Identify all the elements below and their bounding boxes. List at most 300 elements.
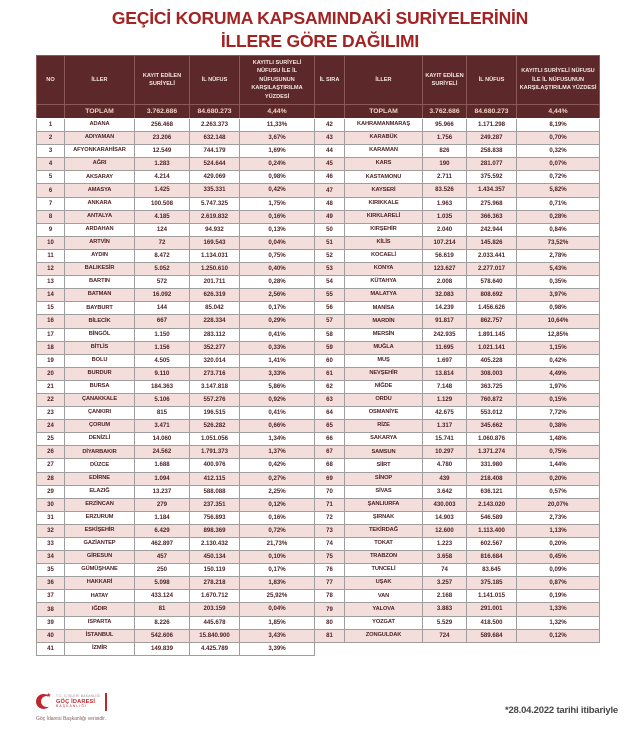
cell-population: 320.014: [190, 354, 240, 367]
table-row: [37, 354, 600, 367]
cell-no: 22: [37, 393, 65, 406]
cell-registered: 1.425: [135, 184, 190, 197]
table-row: [37, 459, 600, 472]
cell-population: 1.434.357: [467, 184, 517, 197]
cell-province: KÜTAHYA: [345, 276, 423, 289]
cell-registered: 15.741: [423, 433, 467, 446]
total-label-right: TOPLAM: [345, 105, 423, 119]
empty-cell: [315, 642, 600, 655]
cell-registered: 1.756: [423, 132, 467, 145]
cell-registered: 1.156: [135, 341, 190, 354]
cell-percent: 12,85%: [517, 328, 600, 341]
table-row: [37, 590, 600, 603]
table-row: [37, 524, 600, 537]
cell-registered: 56.619: [423, 249, 467, 262]
cell-population: 1.791.373: [190, 446, 240, 459]
cell-population: 2.619.832: [190, 210, 240, 223]
cell-percent: 2,78%: [517, 249, 600, 262]
cell-no: 21: [37, 380, 65, 393]
table-row: [37, 446, 600, 459]
cell-percent: 2,73%: [517, 511, 600, 524]
cell-registered: 815: [135, 407, 190, 420]
logo-org-line2: BAŞKANLIĞI: [56, 703, 88, 708]
cell-no: 37: [37, 590, 65, 603]
cell-percent: 5,86%: [240, 380, 315, 393]
cell-percent: 0,24%: [240, 158, 315, 171]
cell-percent: 0,16%: [240, 210, 315, 223]
cell-percent: 1,69%: [240, 145, 315, 158]
cell-percent: 2,56%: [240, 289, 315, 302]
cell-no: 12: [37, 263, 65, 276]
table-row: [37, 577, 600, 590]
cell-population: 412.115: [190, 472, 240, 485]
cell-percent: 1,34%: [240, 433, 315, 446]
cell-percent: 0,16%: [240, 511, 315, 524]
cell-no: 81: [315, 629, 345, 642]
cell-population: 2.277.017: [467, 263, 517, 276]
cell-registered: 13.237: [135, 485, 190, 498]
cell-registered: 14.239: [423, 302, 467, 315]
cell-population: 429.069: [190, 171, 240, 184]
cell-no: 78: [315, 590, 345, 603]
cell-no: 46: [315, 171, 345, 184]
cell-no: 72: [315, 511, 345, 524]
cell-percent: 0,72%: [240, 524, 315, 537]
cell-population: 308.003: [467, 367, 517, 380]
cell-no: 25: [37, 433, 65, 446]
cell-province: AMASYA: [65, 184, 135, 197]
total-registered-left: 3.762.686: [135, 105, 190, 119]
cell-percent: 0,71%: [517, 197, 600, 210]
cell-province: ADIYAMAN: [65, 132, 135, 145]
logo-divider-bar: [105, 693, 107, 711]
cell-registered: 8.472: [135, 249, 190, 262]
cell-percent: 5,43%: [517, 263, 600, 276]
cell-population: 83.645: [467, 564, 517, 577]
cell-province: OSMANİYE: [345, 407, 423, 420]
cell-registered: 95.966: [423, 119, 467, 132]
table-row: [37, 616, 600, 629]
cell-registered: 3.642: [423, 485, 467, 498]
cell-province: EDİRNE: [65, 472, 135, 485]
cell-no: 36: [37, 577, 65, 590]
cell-percent: 11,33%: [240, 119, 315, 132]
cell-percent: 0,75%: [240, 249, 315, 262]
cell-registered: 8.226: [135, 616, 190, 629]
cell-registered: 242.935: [423, 328, 467, 341]
cell-registered: 42.675: [423, 407, 467, 420]
cell-province: ADANA: [65, 119, 135, 132]
cell-percent: 0,17%: [240, 564, 315, 577]
cell-province: KIRŞEHİR: [345, 223, 423, 236]
cell-no: 38: [37, 603, 65, 616]
cell-province: TRABZON: [345, 551, 423, 564]
cell-no: 11: [37, 249, 65, 262]
cell-percent: 0,35%: [517, 276, 600, 289]
cell-province: ÇANAKKALE: [65, 393, 135, 406]
table-row: [37, 132, 600, 145]
cell-percent: 1,37%: [240, 446, 315, 459]
total-no-cell: [37, 105, 65, 119]
table-row: [37, 184, 600, 197]
cell-registered: 5.052: [135, 263, 190, 276]
table-row: [37, 629, 600, 642]
cell-no: 51: [315, 236, 345, 249]
header-province-left: İLLER: [65, 56, 135, 105]
cell-percent: 0,57%: [517, 485, 600, 498]
cell-registered: 83.526: [423, 184, 467, 197]
cell-percent: 5,82%: [517, 184, 600, 197]
cell-registered: 91.817: [423, 315, 467, 328]
cell-registered: 32.083: [423, 289, 467, 302]
cell-percent: 25,92%: [240, 590, 315, 603]
cell-no: 13: [37, 276, 65, 289]
cell-percent: 0,32%: [517, 145, 600, 158]
table-row: [37, 171, 600, 184]
cell-no: 43: [315, 132, 345, 145]
cell-percent: 0,20%: [517, 538, 600, 551]
cell-registered: 2.040: [423, 223, 467, 236]
cell-no: 47: [315, 184, 345, 197]
cell-population: 1.051.056: [190, 433, 240, 446]
cell-registered: 14.060: [135, 433, 190, 446]
cell-percent: 7,72%: [517, 407, 600, 420]
cell-percent: 0,10%: [240, 551, 315, 564]
cell-registered: 4.214: [135, 171, 190, 184]
cell-province: BALIKESİR: [65, 263, 135, 276]
cell-province: DENİZLİ: [65, 433, 135, 446]
cell-percent: 0,70%: [517, 132, 600, 145]
cell-percent: 1,83%: [240, 577, 315, 590]
cell-province: BATMAN: [65, 289, 135, 302]
cell-percent: 2,25%: [240, 485, 315, 498]
cell-no: 32: [37, 524, 65, 537]
cell-population: 760.872: [467, 393, 517, 406]
cell-population: 450.134: [190, 551, 240, 564]
cell-no: 17: [37, 328, 65, 341]
cell-registered: 24.562: [135, 446, 190, 459]
cell-no: 40: [37, 629, 65, 642]
cell-registered: 1.150: [135, 328, 190, 341]
header-population-right: İL NÜFUS: [467, 56, 517, 105]
cell-province: AĞRI: [65, 158, 135, 171]
cell-percent: 0,92%: [240, 393, 315, 406]
cell-registered: 10.297: [423, 446, 467, 459]
cell-province: SAMSUN: [345, 446, 423, 459]
cell-population: 626.319: [190, 289, 240, 302]
cell-percent: 1,13%: [517, 524, 600, 537]
cell-registered: 100.508: [135, 197, 190, 210]
cell-no: 4: [37, 158, 65, 171]
cell-population: 196.515: [190, 407, 240, 420]
cell-registered: 724: [423, 629, 467, 642]
cell-no: 19: [37, 354, 65, 367]
cell-no: 41: [37, 642, 65, 655]
header-row: [37, 56, 600, 105]
table-row: [37, 564, 600, 577]
cell-province: BAYBURT: [65, 302, 135, 315]
cell-no: 1: [37, 119, 65, 132]
cell-percent: 0,15%: [517, 393, 600, 406]
cell-percent: 0,42%: [240, 184, 315, 197]
cell-population: 218.408: [467, 472, 517, 485]
cell-province: KARS: [345, 158, 423, 171]
cell-population: 1.021.141: [467, 341, 517, 354]
cell-no: 3: [37, 145, 65, 158]
cell-population: 291.001: [467, 603, 517, 616]
cell-population: 258.838: [467, 145, 517, 158]
cell-no: 14: [37, 289, 65, 302]
cell-percent: 0,17%: [240, 302, 315, 315]
header-percent-left: KAYITLI SURİYELİ NÜFUSU İLE İL NÜFUSUNUN KARŞILAŞTIRILMA YÜZDESİ: [240, 56, 315, 105]
table-row: [37, 263, 600, 276]
cell-no: 35: [37, 564, 65, 577]
table-row: [37, 210, 600, 223]
table-row: [37, 498, 600, 511]
cell-population: 375.592: [467, 171, 517, 184]
cell-no: 50: [315, 223, 345, 236]
cell-province: ÇORUM: [65, 420, 135, 433]
cell-registered: 12.549: [135, 145, 190, 158]
cell-percent: 0,98%: [517, 302, 600, 315]
cell-population: 808.692: [467, 289, 517, 302]
cell-registered: 4.185: [135, 210, 190, 223]
cell-no: 29: [37, 485, 65, 498]
cell-percent: 4,49%: [517, 367, 600, 380]
cell-registered: 3.658: [423, 551, 467, 564]
cell-province: AYDIN: [65, 249, 135, 262]
cell-no: 28: [37, 472, 65, 485]
cell-province: ESKİŞEHİR: [65, 524, 135, 537]
cell-no: 42: [315, 119, 345, 132]
cell-population: 150.119: [190, 564, 240, 577]
cell-province: KİLİS: [345, 236, 423, 249]
cell-province: MANİSA: [345, 302, 423, 315]
cell-no: 8: [37, 210, 65, 223]
cell-population: 602.567: [467, 538, 517, 551]
cell-province: SİİRT: [345, 459, 423, 472]
cell-no: 44: [315, 145, 345, 158]
cell-registered: 2.168: [423, 590, 467, 603]
cell-population: 242.944: [467, 223, 517, 236]
page-title-line2: İLLERE GÖRE DAĞILIMI: [220, 31, 420, 52]
cell-population: 228.334: [190, 315, 240, 328]
cell-population: 1.141.015: [467, 590, 517, 603]
cell-province: BURDUR: [65, 367, 135, 380]
cell-province: İZMİR: [65, 642, 135, 655]
cell-percent: 0,29%: [240, 315, 315, 328]
header-no-right: İL SIRA: [315, 56, 345, 105]
cell-population: 201.711: [190, 276, 240, 289]
cell-province: ANTALYA: [65, 210, 135, 223]
cell-population: 1.891.145: [467, 328, 517, 341]
cell-province: KONYA: [345, 263, 423, 276]
cell-province: DİYARBAKIR: [65, 446, 135, 459]
cell-registered: 16.092: [135, 289, 190, 302]
cell-population: 2.130.432: [190, 538, 240, 551]
cell-population: 352.277: [190, 341, 240, 354]
table-row: [37, 302, 600, 315]
cell-population: 524.644: [190, 158, 240, 171]
cell-province: VAN: [345, 590, 423, 603]
cell-registered: 72: [135, 236, 190, 249]
cell-province: ORDU: [345, 393, 423, 406]
cell-registered: 542.606: [135, 629, 190, 642]
cell-percent: 1,32%: [517, 616, 600, 629]
cell-registered: 3.883: [423, 603, 467, 616]
cell-population: 816.684: [467, 551, 517, 564]
total-no-cell-right: [315, 105, 345, 119]
cell-population: 1.134.031: [190, 249, 240, 262]
cell-population: 1.670.712: [190, 590, 240, 603]
cell-percent: 0,40%: [240, 263, 315, 276]
cell-registered: 23.206: [135, 132, 190, 145]
cell-population: 345.662: [467, 420, 517, 433]
cell-registered: 1.223: [423, 538, 467, 551]
cell-population: 94.932: [190, 223, 240, 236]
cell-no: 33: [37, 538, 65, 551]
cell-no: 48: [315, 197, 345, 210]
cell-population: 418.500: [467, 616, 517, 629]
cell-no: 45: [315, 158, 345, 171]
cell-no: 57: [315, 315, 345, 328]
header-registered-left: KAYIT EDİLEN SURİYELİ: [135, 56, 190, 105]
table-row: [37, 433, 600, 446]
cell-registered: 1.688: [135, 459, 190, 472]
table-row: [37, 328, 600, 341]
cell-population: 273.716: [190, 367, 240, 380]
cell-population: 5.747.325: [190, 197, 240, 210]
cell-registered: 433.124: [135, 590, 190, 603]
cell-percent: 1,41%: [240, 354, 315, 367]
cell-population: 1.113.400: [467, 524, 517, 537]
cell-province: ÇANKIRI: [65, 407, 135, 420]
cell-province: SİVAS: [345, 485, 423, 498]
cell-percent: 0,41%: [240, 407, 315, 420]
total-row: [37, 105, 600, 119]
cell-population: 335.331: [190, 184, 240, 197]
cell-no: 52: [315, 249, 345, 262]
table-row: [37, 341, 600, 354]
total-label-left: TOPLAM: [65, 105, 135, 119]
cell-population: 578.640: [467, 276, 517, 289]
cell-registered: 1.283: [135, 158, 190, 171]
cell-no: 76: [315, 564, 345, 577]
cell-province: KIRKLARELİ: [345, 210, 423, 223]
cell-province: AFYONKARAHİSAR: [65, 145, 135, 158]
cell-registered: 14.903: [423, 511, 467, 524]
cell-province: KAYSERİ: [345, 184, 423, 197]
cell-registered: 2.008: [423, 276, 467, 289]
table-row: [37, 119, 600, 132]
cell-registered: 2.711: [423, 171, 467, 184]
cell-province: ISPARTA: [65, 616, 135, 629]
page-title-line1: GEÇİCİ KORUMA KAPSAMINDAKİ SURİYELERİNİN: [111, 8, 529, 28]
cell-no: 64: [315, 407, 345, 420]
cell-population: 366.363: [467, 210, 517, 223]
cell-province: AKSARAY: [65, 171, 135, 184]
cell-province: ŞIRNAK: [345, 511, 423, 524]
cell-population: 1.371.274: [467, 446, 517, 459]
cell-population: 85.042: [190, 302, 240, 315]
cell-registered: 826: [423, 145, 467, 158]
cell-province: KARAMAN: [345, 145, 423, 158]
cell-province: BARTIN: [65, 276, 135, 289]
cell-percent: 0,13%: [240, 223, 315, 236]
cell-percent: 0,04%: [240, 236, 315, 249]
cell-registered: 1.317: [423, 420, 467, 433]
cell-registered: 190: [423, 158, 467, 171]
cell-no: 73: [315, 524, 345, 537]
cell-province: ARDAHAN: [65, 223, 135, 236]
cell-population: 363.725: [467, 380, 517, 393]
table-row: [37, 603, 600, 616]
cell-registered: 667: [135, 315, 190, 328]
table-row: [37, 538, 600, 551]
cell-province: ELAZIĞ: [65, 485, 135, 498]
cell-percent: 0,87%: [517, 577, 600, 590]
cell-percent: 8,19%: [517, 119, 600, 132]
cell-registered: 457: [135, 551, 190, 564]
cell-province: TOKAT: [345, 538, 423, 551]
cell-registered: 1.094: [135, 472, 190, 485]
cell-province: GAZİANTEP: [65, 538, 135, 551]
cell-percent: 0,42%: [517, 354, 600, 367]
cell-province: NİĞDE: [345, 380, 423, 393]
cell-percent: 0,07%: [517, 158, 600, 171]
table-row: [37, 367, 600, 380]
cell-no: 15: [37, 302, 65, 315]
table-row: [37, 145, 600, 158]
cell-no: 63: [315, 393, 345, 406]
cell-population: 546.589: [467, 511, 517, 524]
cell-population: 400.976: [190, 459, 240, 472]
cell-province: YALOVA: [345, 603, 423, 616]
cell-province: ANKARA: [65, 197, 135, 210]
date-note: *28.04.2022 tarihi itibariyle: [504, 705, 618, 716]
cell-population: 4.425.789: [190, 642, 240, 655]
cell-province: KAHRAMANMARAŞ: [345, 119, 423, 132]
cell-registered: 439: [423, 472, 467, 485]
cell-percent: 3,43%: [240, 629, 315, 642]
cell-province: NEVŞEHİR: [345, 367, 423, 380]
cell-registered: 1.697: [423, 354, 467, 367]
table-row: [37, 380, 600, 393]
total-percent-left: 4,44%: [240, 105, 315, 119]
cell-registered: 13.814: [423, 367, 467, 380]
table-row: [37, 236, 600, 249]
cell-registered: 144: [135, 302, 190, 315]
cell-registered: 1.129: [423, 393, 467, 406]
cell-percent: 0,12%: [517, 629, 600, 642]
table-row: [37, 420, 600, 433]
cell-province: BİLECİK: [65, 315, 135, 328]
cell-registered: 107.214: [423, 236, 467, 249]
cell-percent: 10,64%: [517, 315, 600, 328]
cell-no: 74: [315, 538, 345, 551]
cell-population: 557.276: [190, 393, 240, 406]
cell-percent: 21,73%: [240, 538, 315, 551]
cell-registered: 9.110: [135, 367, 190, 380]
cell-population: 275.968: [467, 197, 517, 210]
cell-registered: 124: [135, 223, 190, 236]
cell-no: 24: [37, 420, 65, 433]
cell-percent: 3,39%: [240, 642, 315, 655]
cell-registered: 6.429: [135, 524, 190, 537]
total-percent-right: 4,44%: [517, 105, 600, 119]
cell-no: 27: [37, 459, 65, 472]
cell-registered: 4.780: [423, 459, 467, 472]
